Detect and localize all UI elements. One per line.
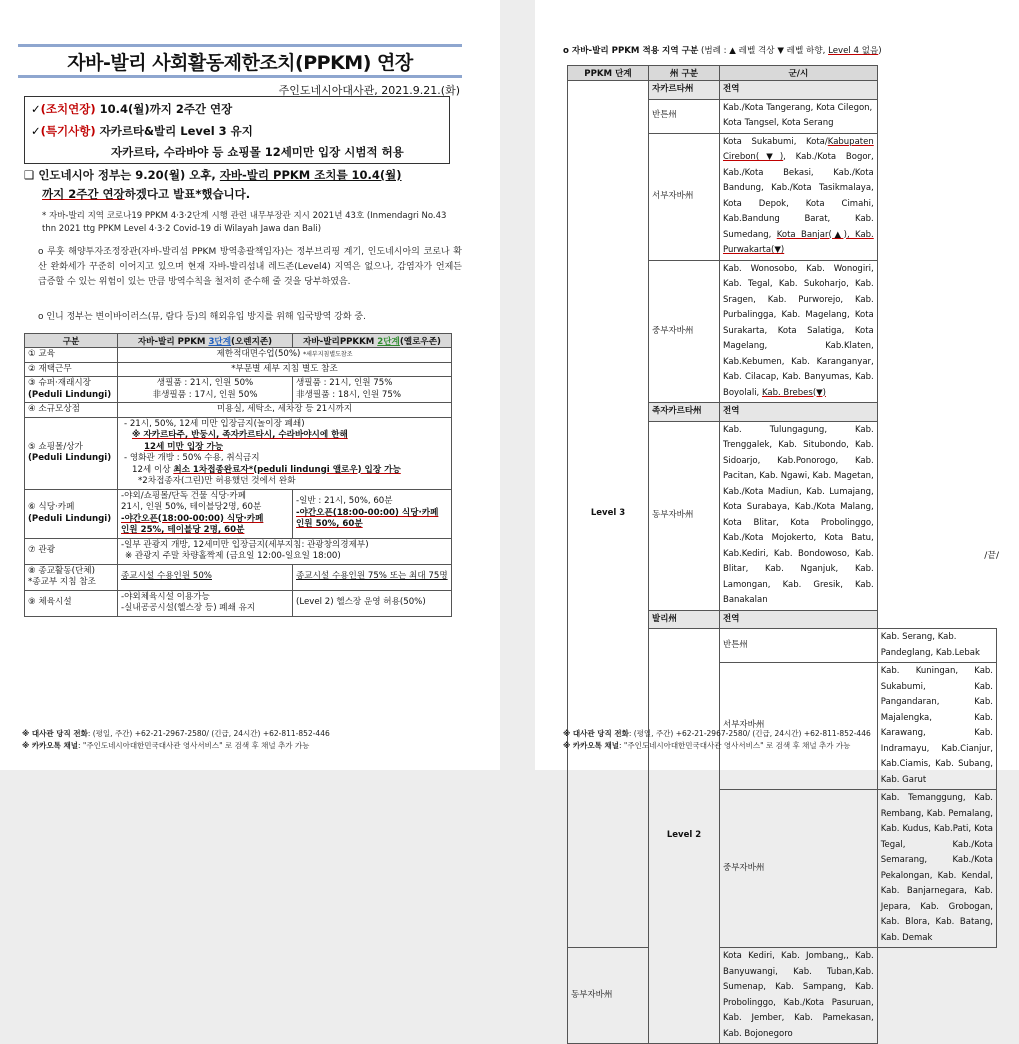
province-east-java: 동부자바州 xyxy=(649,421,720,610)
row-label-education: ① 교육 xyxy=(25,348,118,363)
province-banten-l2: 반튼州 xyxy=(720,629,878,663)
row-label-religion: ⑧ 종교활동(단체) *종교부 지침 참조 xyxy=(25,564,118,590)
regency-banten: Kab./Kota Tangerang, Kota Cilegon, Kota Tangsel, Kota Serang xyxy=(720,99,878,133)
row-label-restaurant: ⑥ 식당·카페 (Peduli Lindungi) xyxy=(25,489,118,538)
table-row xyxy=(25,564,452,590)
title-rule-bottom xyxy=(18,75,462,78)
paragraph-1: o 루훗 해양투자조정장관(자바-발리섬 PPKM 방역총괄책임자)는 정부브리핑 계기, 인도네시아의 코로나 확산 완화세가 꾸준히 이어지고 있으며 현재 자바-발리섬내 레드존(Level4) 지역은 없으나, 감염자가 언제든 급증할 수 있는 위험이 있는 만큼 방역수칙을 철저히 준수해 줄 것을 당부하였음. xyxy=(38,247,462,287)
row-value-tourism: -일부 관광지 개방, 12세미만 입장금지(세부지침: 관광창의경제부) ※ 관광지 주말 차량홀짝제 (금요일 12:00-일요일 18:00) xyxy=(118,538,452,564)
table-row xyxy=(25,348,452,363)
title-rule-top xyxy=(18,44,462,47)
row-value-sports-l3: -야외체육시설 이용가능 -실내공공시설(헬스장 등) 폐쇄 유지 xyxy=(118,590,293,616)
province-central-java-l2: 중부자바州 xyxy=(720,790,878,948)
table-row xyxy=(25,377,452,403)
table-row xyxy=(25,489,452,538)
summary-text-2: 자카르타&발리 Level 3 유지 xyxy=(95,124,253,138)
regency-bali: 전역 xyxy=(720,610,878,629)
region-heading: o 자바-발리 PPKM 적용 지역 구분 (범례 : ▲ 레벨 격상 ▼ 레벨 하향, Level 4 없음) xyxy=(563,46,882,56)
restriction-table xyxy=(24,333,452,617)
header-level: PPKM 단계 xyxy=(568,66,649,81)
province-central-java: 중부자바州 xyxy=(649,260,720,403)
row-label-sports: ⑨ 체육시설 xyxy=(25,590,118,616)
province-west-java: 서부자바州 xyxy=(649,133,720,260)
row-value-market-l3: 생필품 : 21시, 인원 50% 非생필품 : 17시, 인원 50% xyxy=(118,377,293,403)
row-value-religion-l2: 종교시설 수용인원 75% 또는 최대 75명 xyxy=(293,564,452,590)
row-value-restaurant-l2: -일반 : 21시, 50%, 60분 -야간오픈(18:00-00:00) 식당·카페 인원 50%, 60분 xyxy=(293,489,452,538)
main-announcement xyxy=(24,166,474,204)
row-value-wfh: *부문별 세부 지침 별도 참조 xyxy=(118,362,452,377)
table-row xyxy=(568,81,997,100)
summary-tag-2: (특기사항) xyxy=(40,124,96,138)
regency-west-java-l2: Kab. Kuningan, Kab. Sukabumi, Kab. Pangandaran, Kab. Majalengka, Kab. Karawang, Kab. Indramayu, Kab.Cianjur, Kab.Ciamis, Kab. Subang, Kab. Garut xyxy=(877,663,996,790)
paragraph-2: o 인니 정부는 변이바이러스(뮤, 람다 등)의 해외유입 방지를 위해 입국방역 강화 중. xyxy=(38,312,366,322)
level-2-label: Level 2 xyxy=(649,629,720,1044)
row-value-market-l2: 생필품 : 21시, 인원 75% 非생필품 : 18시, 인원 75% xyxy=(293,377,452,403)
regency-east-java-l2: Kota Kediri, Kab. Jombang,, Kab. Banyuwangi, Kab. Tuban,Kab. Sumenap, Kab. Sampang, Kab. Probolinggo, Kab./Kota Pasuruan, Kab. Jember, Kab. Pamekasan, Kab. Bojonegoro xyxy=(720,948,878,1044)
issue-date: 주인도네시아대사관, 2021.9.21.(화) xyxy=(278,84,460,97)
row-label-tourism: ⑦ 관광 xyxy=(25,538,118,564)
summary-line-1 xyxy=(31,101,232,117)
header-category: 구분 xyxy=(25,334,118,348)
checkbox-bullet-icon: ❑ xyxy=(24,168,35,182)
left-page xyxy=(0,0,500,770)
footer: ※ 대사관 당직 전화: (평일, 주간) +62-21-2967-2580/ (긴급, 24시간) +62-811-852-446 ※ 카카오톡 채널: "주인도네시아대한민국대사관 영사서비스" 로 검색 후 채널 추가 가능 xyxy=(22,729,330,750)
main-text-a: 인도네시아 정부는 9.20(월) 오후, xyxy=(38,168,220,182)
province-east-java-l2: 동부자바州 xyxy=(568,948,649,1044)
regency-east-java: Kab. Tulungagung, Kab. Trenggalek, Kab. Situbondo, Kab. Sidoarjo, Kab.Ponorogo, Kab. Pacitan, Kab. Ngawi, Kab. Magetan, Kab./Kota Madiun, Kab. Lumajang, Kota Surabaya, Kab./Kota Malang, Kota Blitar, Kota Probolinggo, Kab./Kota Mojokerto, Kota Batu, Kab.Kediri, Kab. Bondowoso, Kab. Blitar, Kab. Nganjuk, Kab. Lamongan, Kab. Gresik, Kab. Banakalan xyxy=(720,421,878,610)
row-value-restaurant-l3: -야외/쇼핑몰/단독 건물 식당·카페 21시, 인원 50%, 테이블당2명, 60분 -야간오픈(18:00-00:00) 식당·카페 인원 25%, 테이블당 2명, 60분 xyxy=(118,489,293,538)
footnote: * 자바-발리 지역 코로나19 PPKM 4·3·2단계 시행 관련 내무부장관 지시 2021년 43호 (Inmendagri No.43 thn 2021 ttg PPKM Level 4·3·2 Covid-19 di Wilayah Jawa dan Bali) xyxy=(42,211,447,234)
row-label-market: ③ 슈퍼·재래시장 (Peduli Lindungi) xyxy=(25,377,118,403)
province-bali: 발리州 xyxy=(649,610,720,629)
header-level3: 자바-발리 PPKM 3단계(오렌지존) xyxy=(118,334,293,348)
level-3-label: Level 3 xyxy=(568,81,649,948)
check-icon: ✓ xyxy=(31,124,41,138)
footer: ※ 대사관 당직 전화: (평일, 주간) +62-21-2967-2580/ (긴급, 24시간) +62-811-852-446 ※ 카카오톡 채널: "주인도네시아대한민국대사관 영사서비스" 로 검색 후 채널 추가 가능 xyxy=(563,729,871,750)
row-label-shops: ④ 소규모상점 xyxy=(25,403,118,418)
table-row xyxy=(568,948,997,1044)
row-value-sports-l2: (Level 2) 헬스장 운영 허용(50%) xyxy=(293,590,452,616)
regency-central-java-l2: Kab. Temanggung, Kab. Rembang, Kab. Pemalang, Kab. Kudus, Kab.Pati, Kota Tegal, Kab./Kota Semarang, Kab./Kota Pekalongan, Kab. Kendal, Kab. Banjarnegara, Kab. Jepara, Kab. Grobogan, Kab. Blora, Kab. Batang, Kab. Demak xyxy=(877,790,996,948)
regency-banten-l2: Kab. Serang, Kab. Pandeglang, Kab.Lebak xyxy=(877,629,996,663)
main-text-d: 하겠다고 발표*했습니다. xyxy=(124,187,251,201)
main-text-b: 자바-발리 PPKM 조치를 10.4(월) xyxy=(219,168,402,182)
row-value-shops: 미용실, 세탁소, 세차장 등 21시까지 xyxy=(118,403,452,418)
region-table xyxy=(567,65,997,1044)
header-province: 州 구분 xyxy=(649,66,720,81)
summary-text-1: 10.4(월)까지 2주간 연장 xyxy=(95,102,233,116)
province-banten: 반튼州 xyxy=(649,99,720,133)
summary-line-2 xyxy=(31,123,253,139)
row-value-education: 제한적대면수업(50%) *세부지침별도참조 xyxy=(118,348,452,363)
check-icon: ✓ xyxy=(31,102,41,116)
summary-tag-1: (조치연장) xyxy=(40,102,96,116)
table-row xyxy=(25,417,452,489)
province-west-java-l2: 서부자바州 xyxy=(720,663,878,790)
row-value-mall: - 21시, 50%, 12세 미만 입장금지(놀이장 폐쇄) ※ 자카르타주, 반둥시, 족자카르타시, 수라바야시에 한해 12세 미만 입장 가능 - 영화관 개방 : 50% 수용, 취식금지 12세 이상 최소 1차접종완료자*(peduli lindungi 앨로우) 입장 가능 *2차접종자(그린)만 허용했던 것에서 완화 xyxy=(118,417,452,489)
summary-line-3: 자카르타, 수라바야 등 쇼핑몰 12세미만 입장 시범적 허용 xyxy=(111,145,404,159)
row-label-mall: ⑤ 쇼핑몰/상가 (Peduli Lindungi) xyxy=(25,417,118,489)
province-jakarta: 자카르타州 xyxy=(649,81,720,100)
row-value-religion-l3: 종교시설 수용인원 50% xyxy=(118,564,293,590)
row-label-wfh: ② 재택근무 xyxy=(25,362,118,377)
regency-yogyakarta: 전역 xyxy=(720,403,878,422)
table-row xyxy=(25,590,452,616)
table-row xyxy=(25,403,452,418)
header-regency: 군/시 xyxy=(720,66,878,81)
table-row xyxy=(25,362,452,377)
right-page xyxy=(535,0,1019,1039)
regency-jakarta: 전역 xyxy=(720,81,878,100)
regency-central-java: Kab. Wonosobo, Kab. Wonogiri, Kab. Tegal, Kab. Sukoharjo, Kab. Sragen, Kab. Purworejo, Kab. Purbalingga, Kab. Magelang, Kota Surakarta, Kota Salatiga, Kota Magelang, Kab.Klaten, Kab.Kebumen, Kab. Karanganyar, Kab. Cilacap, Kab. Banyumas, Kab. Boyolali, Kab. Brebes(▼) xyxy=(720,260,878,403)
regency-west-java: Kota Sukabumi, Kota/Kabupaten Cirebon(▼), Kab./Kota Bogor, Kab./Kota Bekasi, Kab./Kota Bandung, Kab./Kota Tasikmalaya, Kota Depok, Kota Cimahi, Kab.Bandung Barat, Kab. Sumedang, Kota Banjar(▲), Kab. Purwakarta(▼) xyxy=(720,133,878,260)
end-mark: /끝/ xyxy=(984,551,999,561)
province-yogyakarta: 족자카르타州 xyxy=(649,403,720,422)
table-header-row xyxy=(568,66,997,81)
table-header-row xyxy=(25,334,452,348)
main-text-c: 까지 2주간 연장 xyxy=(42,187,125,201)
table-row xyxy=(25,538,452,564)
header-level2: 자바-발리PPKKM 2단계(옐로우존) xyxy=(293,334,452,348)
page-title: 자바-발리 사회활동제한조치(PPKM) 연장 xyxy=(67,52,413,74)
summary-box xyxy=(24,96,450,164)
